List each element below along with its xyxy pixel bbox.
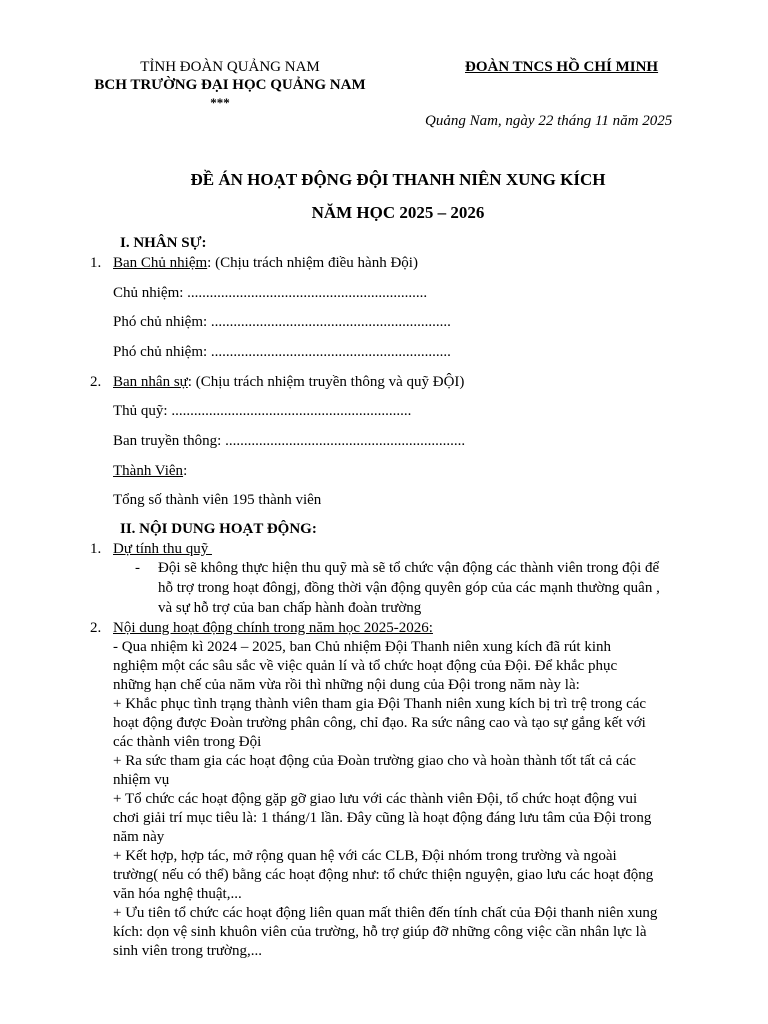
body-line: văn hóa nghệ thuật,... [113,886,242,902]
date-line: Quảng Nam, ngày 22 tháng 11 năm 2025 [425,113,673,129]
body-line: những hạn chế của năm vừa rồi thì những nội dung của Đội trong năm này là: [113,677,580,693]
s1-item-1 [113,254,728,273]
doc-title-line-2: NĂM HỌC 2025 – 2026 [311,203,485,222]
body-line: + Ra sức tham gia các hoạt động của Đoàn trường giao cho và hoàn thành tốt tất cả các [113,753,636,769]
bullet-dash: - [135,560,140,576]
body-line: hoạt động được Đoàn trường phân công, chỉ đạo. Ra sức nâng cao và tạo sự gắng kết với [113,715,646,731]
s2-item-1-label: Dự tính thu quỹ [113,541,212,557]
body-line: - Qua nhiệm kì 2024 – 2025, ban Chủ nhiệm Đội Thanh niên xung kích đã rút kinh [113,639,611,655]
body-line: trường( nếu có thể) bằng các hoạt động như: tổ chức thiện nguyện, giao lưu các hoạt động [113,867,654,883]
header-stars: *** [210,95,230,110]
body-line: nghiệm một các sâu sắc về việc quản lí và tổ chức hoạt động của Đội. Để khắc phục [113,658,618,674]
s2-item-1-number: 1. [90,541,102,557]
tong-so-line: Tổng số thành viên 195 thành viên [113,492,322,508]
section-2-heading: II. NỘI DUNG HOẠT ĐỘNG: [120,521,317,537]
pho-chu-nhiem-line-1: Phó chủ nhiệm: ................................................................ [113,314,451,330]
section-1-heading: I. NHÂN SỰ: [120,235,207,251]
body-line: kích: dọn vệ sinh khuôn viên của trường, hỗ trợ giúp đỡ những công việc cần nhân lực là [113,924,647,940]
thanh-vien-line [113,462,728,481]
thanh-vien-colon: : [183,463,188,479]
doc-title-line-1: ĐỀ ÁN HOẠT ĐỘNG ĐỘI THANH NIÊN XUNG KÍCH [190,170,606,189]
bullet-line-1: Đội sẽ không thực hiện thu quỹ mà sẽ tổ chức vận động các thành viên trong đội để [158,560,660,576]
body-line: + Kết hợp, hợp tác, mở rộng quan hệ với các CLB, Đội nhóm trong trường và ngoài [113,848,617,864]
s1-item-1-number: 1. [90,255,102,271]
thu-quy-line: Thủ quỹ: ................................................................ [113,403,412,419]
s1-item-1-desc: : (Chịu trách nhiệm điều hành Đội) [207,255,418,271]
s1-item-2-label: Ban nhân sự [113,374,188,390]
body-line: + Ưu tiên tổ chức các hoạt động liên quan mất thiên đến tính chất của Đội thanh niên xung [113,905,658,921]
body-paragraph [113,638,728,961]
s1-item-2-desc: : (Chịu trách nhiệm truyền thông và quỹ ĐỘI) [187,374,465,390]
s2-item-2-label: Nội dung hoạt động chính trong năm học 2025-2026: [113,620,433,636]
chu-nhiem-line: Chủ nhiệm: ................................................................ [113,285,428,301]
s1-item-2-number: 2. [90,374,102,390]
thanh-vien-label: Thành Viên [113,463,184,479]
org-left-1: TỈNH ĐOÀN QUẢNG NAM [140,59,320,75]
body-line: các thành viên trong Đội [113,734,262,750]
truyen-thong-line: Ban truyền thông: ................................................................ [113,433,466,449]
org-right: ĐOÀN TNCS HỒ CHÍ MINH [465,59,659,75]
s1-item-1-label: Ban Chủ nhiệm [113,255,208,271]
bullet-line-2: hỗ trợ trong hoạt đôngj, đồng thời vận động quyên góp của các mạnh thường quân , [158,580,660,596]
body-line: sinh viên trong trường,... [113,943,262,959]
pho-chu-nhiem-line-2: Phó chủ nhiệm: ................................................................ [113,344,451,360]
body-line: nhiệm vụ [113,772,170,788]
body-line: chơi giải trí mục tiêu là: 1 tháng/1 lần. Đây cũng là hoạt động đáng lưu tâm của Đội trong [113,810,652,826]
body-line: + Tổ chức các hoạt động gặp gỡ giao lưu với các thành viên Đội, tổ chức hoạt động vui [113,791,638,807]
org-left-2: BCH TRƯỜNG ĐẠI HỌC QUẢNG NAM [94,77,366,93]
bullet-line-3: và sự hỗ trợ của ban chấp hành đoàn trường [158,600,422,616]
s1-item-2 [113,373,728,392]
body-line: + Khắc phục tình trạng thành viên tham gia Đội Thanh niên xung kích bị trì trệ trong các [113,696,647,712]
body-line: năm này [113,829,165,845]
s2-item-2-number: 2. [90,620,102,636]
